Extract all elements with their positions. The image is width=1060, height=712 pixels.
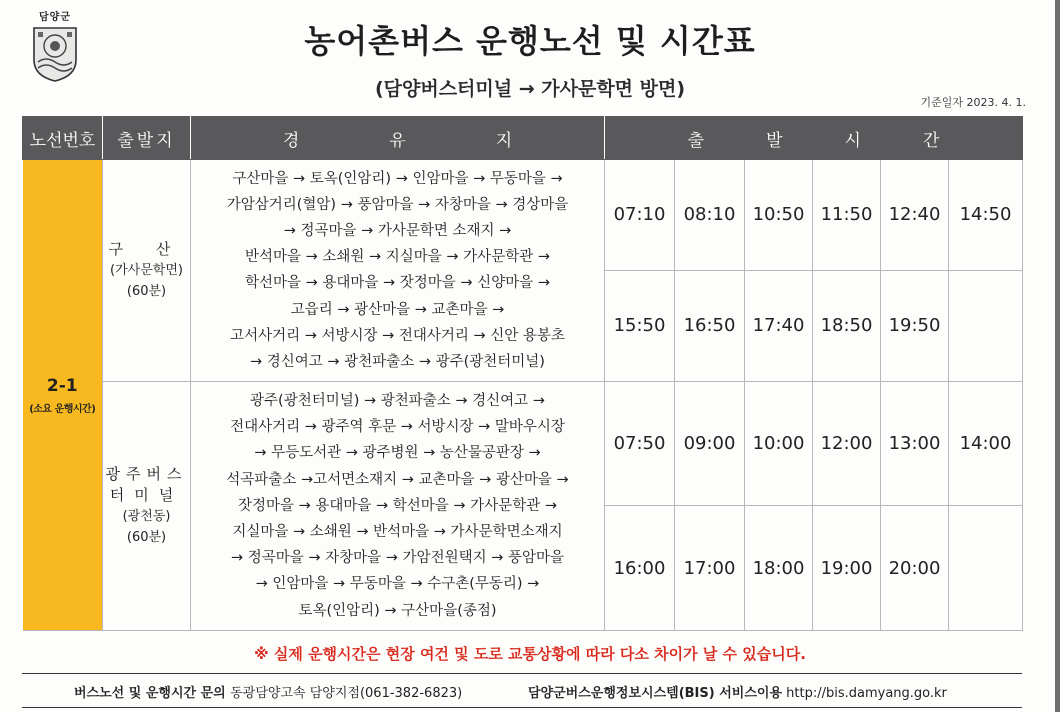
- departure-time: 16:50: [675, 270, 745, 381]
- route-number-cell: [23, 160, 103, 631]
- header-departure-label: 출발시간: [687, 130, 1002, 151]
- header-departure: [605, 117, 1023, 160]
- table-row: [23, 160, 1023, 271]
- route-note: (소요 운행시간): [29, 403, 96, 415]
- timetable: [22, 116, 1023, 631]
- departure-time: 12:40: [881, 160, 949, 271]
- departure-time: 12:00: [813, 381, 881, 506]
- origin-duration: (60분): [126, 283, 167, 299]
- departure-time: 10:50: [745, 160, 813, 271]
- departure-time: 14:50: [949, 160, 1023, 271]
- origin-name: 광주버스: [105, 464, 188, 483]
- departure-time: 14:00: [949, 381, 1023, 506]
- departure-time: 19:50: [881, 270, 949, 381]
- origin-duration: (60분): [126, 529, 167, 545]
- notice-text: ※ 실제 운행시간은 현장 여건 및 도로 교통상황에 따라 다소 차이가 날 수 있습니다.: [254, 645, 806, 663]
- departure-time: 16:00: [605, 506, 675, 631]
- via-line: 토옥(인암리) → 구산마을(종점): [298, 602, 497, 619]
- via-line: 석곡파출소 →고서면소재지 → 교촌마을 → 광산마을 →: [226, 471, 569, 488]
- header-origin: [103, 117, 191, 160]
- bis-url[interactable]: http://bis.damyang.go.kr: [786, 686, 947, 701]
- origin-detail: (광천동): [122, 508, 171, 524]
- via-cell: [191, 381, 605, 630]
- logo-text: 담양군: [39, 12, 71, 23]
- base-date: 기준일자 2023. 4. 1.: [920, 96, 1026, 109]
- page-edge: [1055, 0, 1060, 712]
- via-line: 가암삼거리(혈암) → 풍암마을 → 자창마을 → 경상마을: [226, 196, 569, 213]
- page-title: 농어촌버스 운행노선 및 시간표: [304, 22, 756, 60]
- via-line: 지실마을 → 소쇄원 → 반석마을 → 가사문학면소재지: [232, 523, 563, 540]
- via-line: 광주(광천터미널) → 광천파출소 → 경신여고 →: [250, 392, 545, 409]
- via-line: 반석마을 → 소쇄원 → 지실마을 → 가사문학관 →: [245, 249, 550, 266]
- departure-time: 18:00: [745, 506, 813, 631]
- header-via: [191, 117, 605, 160]
- table-row: [23, 381, 1023, 506]
- footer-bis: [528, 682, 947, 701]
- via-line: 구산마을 → 토옥(인암리) → 인암마을 → 무동마을 →: [232, 170, 563, 187]
- departure-time: 17:40: [745, 270, 813, 381]
- departure-time: [949, 506, 1023, 631]
- page-subtitle: (담양버스터미널 → 가사문학면 방면): [374, 78, 686, 100]
- via-line: 고읍리 → 광산마을 → 교촌마을 →: [290, 301, 505, 318]
- bis-label: 담양군버스운행정보시스템(BIS) 서비스이용: [528, 686, 783, 701]
- origin-detail: (가사문학면): [110, 262, 183, 278]
- header-via-label: 경유지: [282, 130, 603, 151]
- via-line: → 무등도서관 → 광주병원 → 농산물공판장 →: [254, 445, 541, 462]
- divider: [22, 707, 1022, 708]
- departure-time: 10:00: [745, 381, 813, 506]
- divider: [22, 673, 1022, 674]
- via-line: 잣정마을 → 용대마을 → 학선마을 → 가사문학관 →: [238, 497, 557, 514]
- origin-name-line2: 터미널: [109, 485, 184, 504]
- departure-time: 11:50: [813, 160, 881, 271]
- departure-time: 07:50: [605, 381, 675, 506]
- origin-name: 구 산: [108, 239, 185, 258]
- via-line: → 정곡마을 → 가사문학면 소재지 →: [283, 222, 512, 239]
- departure-time: [949, 270, 1023, 381]
- via-line: → 경신여고 → 광천파출소 → 광주(광천터미널): [250, 353, 545, 370]
- via-line: → 인암마을 → 무동마을 → 수구촌(무동리) →: [255, 576, 540, 593]
- departure-time: 09:00: [675, 381, 745, 506]
- via-line: 학선마을 → 용대마을 → 잣정마을 → 신양마을 →: [245, 275, 550, 292]
- via-line: 고서사거리 → 서방시장 → 전대사거리 → 신안 용봉초: [230, 327, 565, 344]
- origin-cell: [103, 160, 191, 382]
- departure-time: 19:00: [813, 506, 881, 631]
- inquiry-value: 동광담양고속 담양지점(061-382-6823): [230, 686, 463, 701]
- via-cell: [191, 160, 605, 382]
- footer-inquiry: [74, 682, 462, 701]
- via-line: 전대사거리 → 광주역 후문 → 서방시장 → 말바우시장: [230, 419, 565, 436]
- header-origin-label: 출발지: [117, 130, 176, 151]
- route-number: 2-1: [46, 375, 78, 396]
- departure-time: 08:10: [675, 160, 745, 271]
- departure-time: 15:50: [605, 270, 675, 381]
- departure-time: 17:00: [675, 506, 745, 631]
- departure-time: 07:10: [605, 160, 675, 271]
- origin-cell: [103, 381, 191, 630]
- inquiry-label: 버스노선 및 운행시간 문의: [74, 686, 226, 701]
- departure-time: 18:50: [813, 270, 881, 381]
- departure-time: 13:00: [881, 381, 949, 506]
- header-route-no: 노선번호: [23, 117, 103, 160]
- via-line: → 정곡마을 → 자창마을 → 가암전원택지 → 풍암마을: [231, 550, 564, 567]
- header-row: [23, 117, 1023, 160]
- departure-time: 20:00: [881, 506, 949, 631]
